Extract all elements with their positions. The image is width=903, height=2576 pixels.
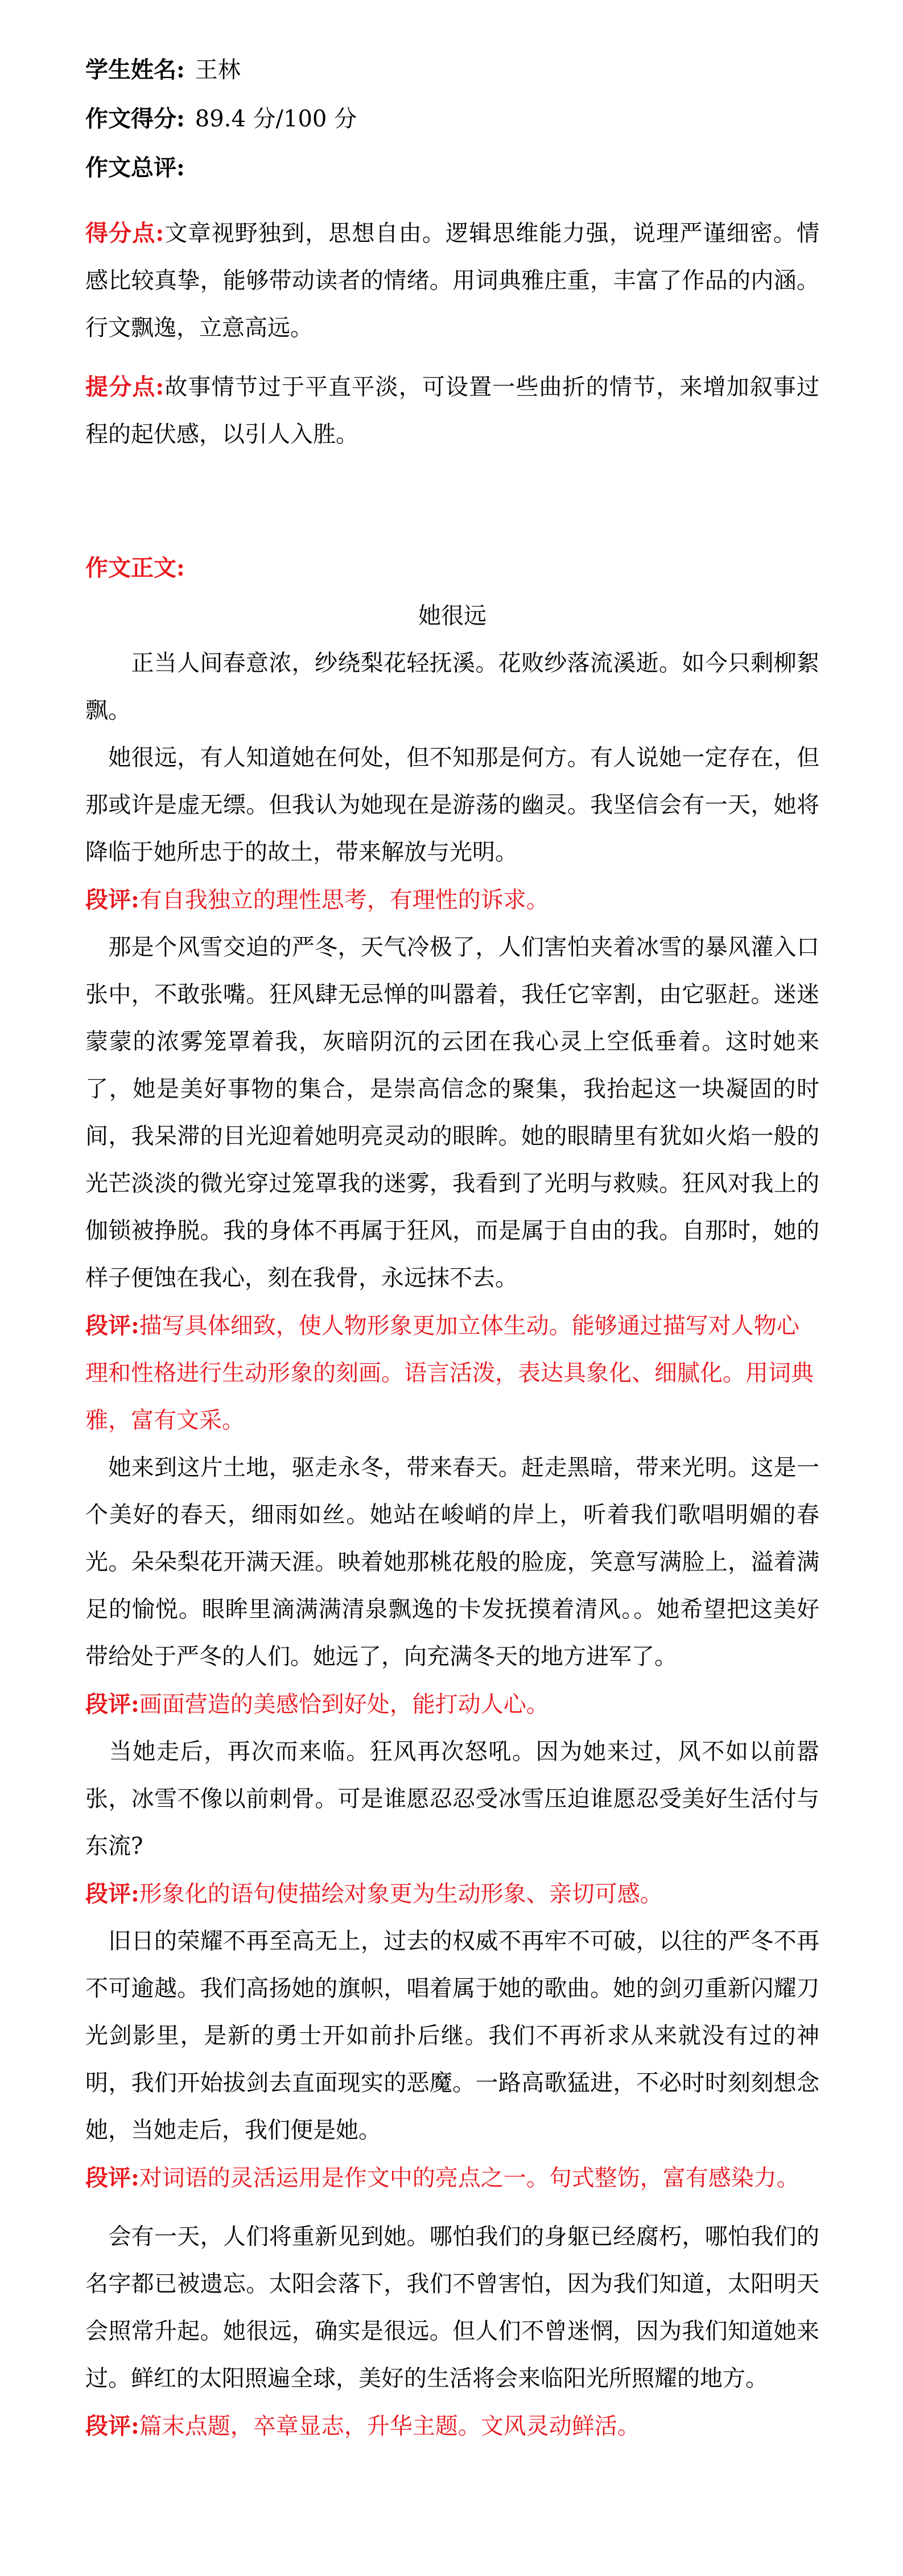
essay-paragraph — [85, 1444, 819, 1681]
strengths-block — [85, 209, 819, 352]
summary-label: 作文总评: — [85, 154, 185, 181]
essay-paragraph — [85, 734, 819, 876]
essay-title: 她很远 — [418, 603, 486, 629]
strengths-text: 文章视野独到，思想自由。逻辑思维能力强，说理严谨细密。情感比较真挚，能够带动读者的情绪。用词典雅庄重，丰富了作品的内涵。行文飘逸，立意高远。 — [85, 220, 820, 341]
paragraph-text: 她来到这片土地，驱走永冬，带来春天。赶走黑暗，带来光明。这是一个美好的春天，细雨如丝。她站在峻峭的岸上，听着我们歌唱明媚的春光。朵朵梨花开满天涯。映着她那桃花般的脸庞，笑意写满脸上，溢着满足的愉悦。眼眸里滴满满清泉飘逸的卡发抚摸着清风。。她希望把这美好带给处于严冬的人们。她远了，向充满冬天的地方进军了。 — [85, 1455, 819, 1670]
paragraph-text: 当她走后，再次而来临。狂风再次怒吼。因为她来过，风不如以前嚣张，冰雪不像以前刺骨。可是谁愿忍忍受冰雪压迫谁愿忍受美好生活付与东流? — [85, 1739, 819, 1859]
improve-block — [85, 363, 819, 458]
essay-label-row — [85, 544, 819, 593]
student-name-row — [85, 46, 819, 95]
comment-label: 段评: — [85, 1880, 139, 1907]
paragraph-comment — [85, 1302, 819, 1444]
paragraph-text: 会有一天，人们将重新见到她。哪怕我们的身躯已经腐朽，哪怕我们的名字都已被遗忘。太阳会落下，我们不曾害怕，因为我们知道，太阳明天会照常升起。她很远，确实是很远。但人们不曾迷惘，因为我们知道她来过。鲜红的太阳照遍全球，美好的生活将会来临阳光所照耀的地方。 — [85, 2224, 819, 2392]
comment-label: 段评: — [85, 1691, 139, 1718]
comment-label: 段评: — [85, 2413, 139, 2439]
student-name-value: 王林 — [195, 57, 241, 83]
paragraph-comment — [85, 1870, 819, 1918]
essay-paragraph — [85, 2213, 819, 2402]
paragraph-comment — [85, 1681, 819, 1728]
essay-paragraph — [85, 640, 819, 734]
essay-paragraph — [85, 1728, 819, 1870]
paragraph-text: 正当人间春意浓，纱绕梨花轻抚溪。花败纱落流溪逝。如今只剩柳絮飘。 — [85, 650, 819, 724]
comment-text: 有自我独立的理性思考，有理性的诉求。 — [139, 887, 549, 913]
comment-label: 段评: — [85, 1312, 139, 1339]
comment-text: 篇末点题，卒章显志，升华主题。文风灵动鲜活。 — [139, 2413, 640, 2439]
comment-label: 段评: — [85, 886, 139, 913]
score-value: 89.4 分/100 分 — [195, 106, 357, 132]
improve-label: 提分点: — [85, 373, 164, 400]
essay-paragraph — [85, 924, 819, 1302]
paragraph-text: 她很远，有人知道她在何处，但不知那是何方。有人说她一定存在，但那或许是虚无缥。但我认为她现在是游荡的幽灵。我坚信会有一天，她将降临于她所忠于的故土，带来解放与光明。 — [85, 745, 819, 865]
strengths-label: 得分点: — [85, 220, 164, 246]
score-label: 作文得分: — [85, 105, 185, 132]
paragraph-text: 旧日的荣耀不再至高无上，过去的权威不再牢不可破，以往的严冬不再不可逾越。我们高扬她的旗帜，唱着属于她的歌曲。她的剑刃重新闪耀刀光剑影里，是新的勇士开如前扑后继。我们不再祈求从来就没有过的神明，我们开始拔剑去直面现实的恶魔。一路高歌猛进，不必时时刻刻想念她，当她走后，我们便是她。 — [85, 1928, 819, 2143]
essay-paragraph — [85, 1918, 819, 2154]
paragraph-comment — [85, 876, 819, 924]
essay-report — [85, 46, 819, 2450]
essay-label: 作文正文: — [85, 554, 185, 581]
score-row — [85, 95, 819, 143]
comment-text: 对词语的灵活运用是作文中的亮点之一。句式整饬，富有感染力。 — [139, 2165, 799, 2191]
student-name-label: 学生姓名: — [85, 56, 185, 83]
paragraph-comment — [85, 2154, 819, 2202]
comment-text: 描写具体细致，使人物形象更加立体生动。能够通过描写对人物心理和性格进行生动形象的刻画。语言活泼，表达具象化、细腻化。用词典雅，富有文采。 — [85, 1313, 814, 1433]
paragraph-text: 那是个风雪交迫的严冬，天气冷极了，人们害怕夹着冰雪的暴风灌入口张中，不敢张嘴。狂风肆无忌惮的叫嚣着，我任它宰割，由它驱赶。迷迷蒙蒙的浓雾笼罩着我，灰暗阴沉的云团在我心灵上空低垂着。这时她来了，她是美好事物的集合，是崇高信念的聚集，我抬起这一块凝固的时间，我呆滞的目光迎着她明亮灵动的眼眸。她的眼睛里有犹如火焰一般的光芒淡淡的微光穿过笼罩我的迷雾，我看到了光明与救赎。狂风对我上的伽锁被挣脱。我的身体不再属于狂风，而是属于自由的我。自那时，她的样子便蚀在我心，刻在我骨，永远抹不去。 — [85, 934, 819, 1291]
summary-row — [85, 143, 819, 192]
comment-label: 段评: — [85, 2164, 139, 2191]
comment-text: 形象化的语句使描绘对象更为生动形象、亲切可感。 — [139, 1881, 663, 1907]
paragraph-comment — [85, 2402, 819, 2450]
improve-text: 故事情节过于平直平淡，可设置一些曲折的情节，来增加叙事过程的起伏感，以引人入胜。 — [85, 374, 820, 447]
comment-text: 画面营造的美感恰到好处，能打动人心。 — [139, 1691, 549, 1718]
